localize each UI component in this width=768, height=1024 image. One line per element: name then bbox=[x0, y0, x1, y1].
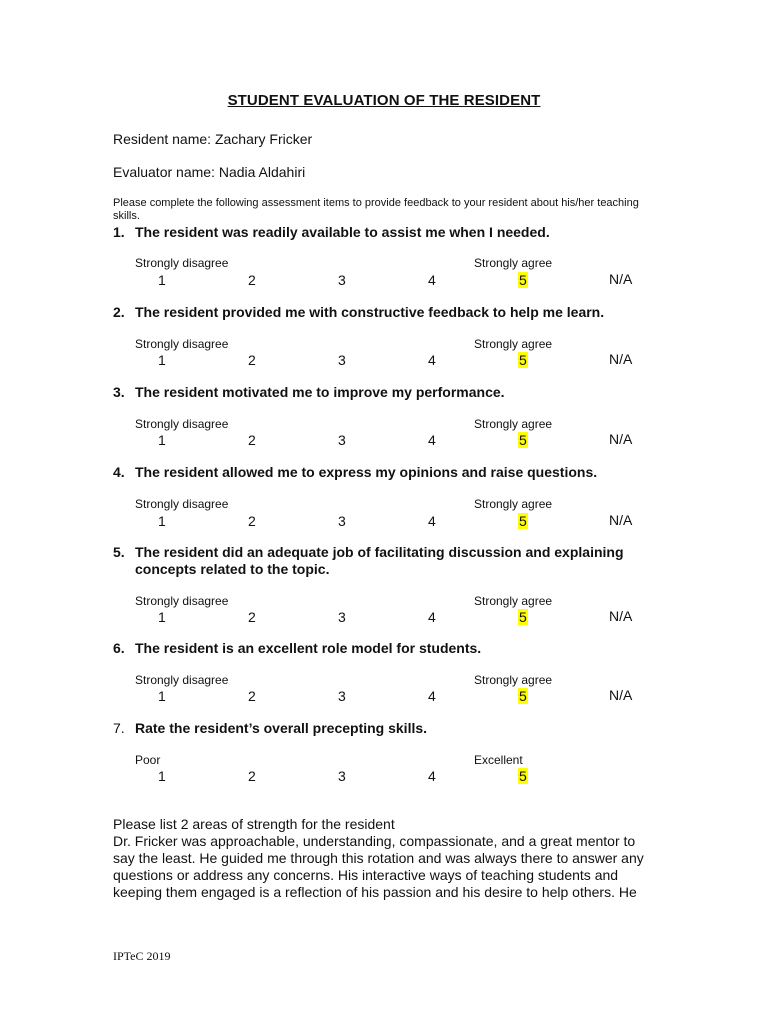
question-number: 1. bbox=[113, 224, 125, 240]
rating-option-3: 3 bbox=[338, 272, 346, 288]
rating-option-2: 2 bbox=[248, 513, 256, 529]
rating-option-4: 4 bbox=[428, 352, 436, 368]
rating-option-3: 3 bbox=[338, 432, 346, 448]
question-number: 6. bbox=[113, 640, 125, 656]
question-number: 3. bbox=[113, 384, 125, 400]
rating-option-5-selected: 5 bbox=[519, 513, 527, 529]
rating-option-2: 2 bbox=[248, 432, 256, 448]
rating-option-1: 1 bbox=[158, 768, 166, 784]
rating-option-4: 4 bbox=[428, 688, 436, 704]
scale-right-label: Strongly agree bbox=[474, 417, 553, 431]
rating-option-4: 4 bbox=[428, 432, 436, 448]
rating-option-2: 2 bbox=[248, 352, 256, 368]
page-title bbox=[0, 92, 768, 109]
scale-left-label: Strongly disagree bbox=[135, 594, 229, 608]
scale-right-label: Strongly agree bbox=[474, 256, 553, 270]
rating-option-5-selected: 5 bbox=[519, 432, 527, 448]
strengths-heading: Please list 2 areas of strength for the resident bbox=[113, 816, 395, 832]
rating-na: N/A bbox=[609, 608, 633, 624]
scale-left-label: Strongly disagree bbox=[135, 417, 229, 431]
rating-option-2: 2 bbox=[248, 272, 256, 288]
rating-option-5-selected: 5 bbox=[519, 768, 527, 784]
rating-na: N/A bbox=[609, 351, 633, 367]
rating-option-3: 3 bbox=[338, 513, 346, 529]
rating-na: N/A bbox=[609, 431, 633, 447]
scale-right-label: Strongly agree bbox=[474, 337, 553, 351]
rating-option-1: 1 bbox=[158, 272, 166, 288]
rating-option-2: 2 bbox=[248, 609, 256, 625]
question-text: The resident did an adequate job of facilitating discussion and explaining concepts related to the topic. bbox=[135, 544, 624, 577]
rating-option-1: 1 bbox=[158, 432, 166, 448]
rating-option-3: 3 bbox=[338, 609, 346, 625]
rating-option-1: 1 bbox=[158, 609, 166, 625]
rating-option-3: 3 bbox=[338, 688, 346, 704]
rating-option-1: 1 bbox=[158, 688, 166, 704]
question-text: The resident provided me with constructive feedback to help me learn. bbox=[135, 304, 605, 320]
rating-option-5-selected: 5 bbox=[519, 609, 527, 625]
scale-right-label: Strongly agree bbox=[474, 497, 553, 511]
rating-option-3: 3 bbox=[338, 768, 346, 784]
question-number: 2. bbox=[113, 304, 125, 320]
rating-option-2: 2 bbox=[248, 688, 256, 704]
rating-na: N/A bbox=[609, 271, 633, 287]
rating-option-5-selected: 5 bbox=[519, 688, 527, 704]
rating-option-4: 4 bbox=[428, 272, 436, 288]
rating-na: N/A bbox=[609, 512, 633, 528]
rating-option-5-selected: 5 bbox=[519, 272, 527, 288]
rating-option-4: 4 bbox=[428, 609, 436, 625]
title-text: STUDENT EVALUATION OF THE RESIDENT bbox=[227, 92, 541, 109]
question-number: 5. bbox=[113, 544, 125, 560]
scale-right-label: Excellent bbox=[474, 753, 523, 767]
scale-left-label: Strongly disagree bbox=[135, 673, 229, 687]
strengths-text: Dr. Fricker was approachable, understanding, compassionate, and a great mentor to say the least. He guided me through this rotation and was always there to answer any questions or address any concerns. His interactive ways of teaching students and keeping them engaged is a reflection of his passion and his desire to help others. He bbox=[113, 833, 644, 900]
evaluator-name: Evaluator name: Nadia Aldahiri bbox=[113, 164, 306, 180]
question-text: The resident was readily available to assist me when I needed. bbox=[135, 224, 550, 240]
scale-left-label: Strongly disagree bbox=[135, 256, 229, 270]
scale-left-label: Strongly disagree bbox=[135, 497, 229, 511]
scale-right-label: Strongly agree bbox=[474, 594, 553, 608]
question-text: The resident is an excellent role model for students. bbox=[135, 640, 482, 656]
rating-option-1: 1 bbox=[158, 352, 166, 368]
scale-right-label: Strongly agree bbox=[474, 673, 553, 687]
question-text: The resident motivated me to improve my performance. bbox=[135, 384, 505, 400]
rating-option-4: 4 bbox=[428, 513, 436, 529]
rating-option-2: 2 bbox=[248, 768, 256, 784]
footer: IPTeC 2019 bbox=[113, 949, 171, 963]
question-text: Rate the resident’s overall precepting skills. bbox=[135, 720, 428, 736]
rating-na: N/A bbox=[609, 687, 633, 703]
scale-left-label: Poor bbox=[135, 753, 161, 767]
instructions: Please complete the following assessment items to provide feedback to your resident about his/her teaching skills. bbox=[113, 197, 639, 222]
rating-option-4: 4 bbox=[428, 768, 436, 784]
question-text: The resident allowed me to express my opinions and raise questions. bbox=[135, 464, 598, 480]
resident-name: Resident name: Zachary Fricker bbox=[113, 131, 313, 147]
rating-option-5-selected: 5 bbox=[519, 352, 527, 368]
question-number: 7. bbox=[113, 720, 125, 736]
question-number: 4. bbox=[113, 464, 125, 480]
rating-option-1: 1 bbox=[158, 513, 166, 529]
scale-left-label: Strongly disagree bbox=[135, 337, 229, 351]
rating-option-3: 3 bbox=[338, 352, 346, 368]
